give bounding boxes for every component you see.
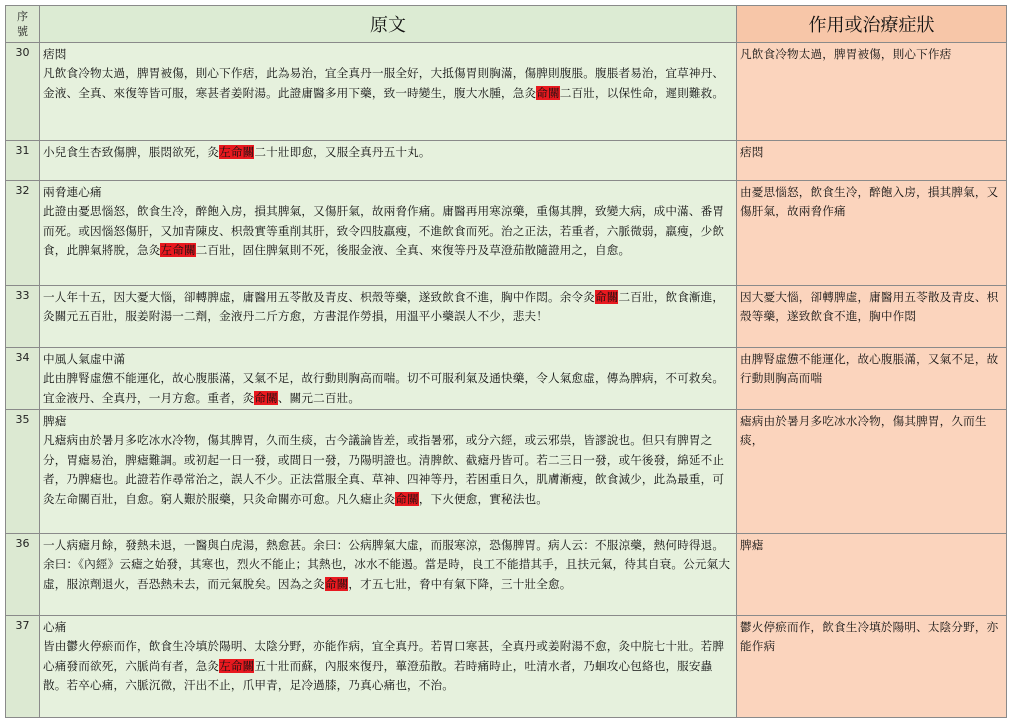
effect-cell[interactable]: 因大憂大惱，卻轉脾虛，庸醫用五苓散及青皮、枳殼等藥，遂致飲食不進，胸中作悶 <box>737 286 1007 348</box>
text-segment: ，才五七壯，脅中有氣下降，三十壯全愈。 <box>348 576 572 591</box>
text-segment: 二百壯，飲食漸進，灸關元五百壯，服姜附湯一二劑，金液丹二斤方愈，方書混作勞損，用溫平小藥誤人不少，悲夫！ <box>43 290 725 324</box>
table-row <box>6 43 1007 141</box>
original-text-cell[interactable] <box>40 286 737 348</box>
original-text-cell[interactable] <box>40 410 737 534</box>
original-text-cell[interactable] <box>40 348 737 410</box>
text-segment: 小兒食生杏致傷脾，脹悶欲死，灸 <box>43 145 220 159</box>
header-effect[interactable]: 作用或治療症狀 <box>737 6 1007 43</box>
row-number-cell[interactable]: 36 <box>6 534 40 616</box>
text-segment: 、關元二百壯。 <box>277 390 361 405</box>
entry-title: 脾瘧 <box>43 414 67 428</box>
table-row <box>6 286 1007 348</box>
entry-title: 心痛 <box>43 620 67 634</box>
effect-cell[interactable]: 脾瘧 <box>737 534 1007 616</box>
highlighted-acupoint: 左命關 <box>160 243 196 258</box>
table-row <box>6 181 1007 286</box>
highlighted-acupoint: 命關 <box>254 390 278 405</box>
text-segment: 凡瘧病由於暑月多吃冰水冷物，傷其脾胃，久而生痰，古今議論皆差，或指暑邪，或分六經，或云邪祟，皆謬說也。但只有脾胃之分，胃瘧易治，脾瘧難調。或初起一日一發，或間日一發，乃陽明證也。清脾飲、截瘧丹皆可。若二三日一發，或午後發，綿延不止者，乃脾瘧也。此證若作尋常治之，誤人不少。正法當服全真、草神、四神等丹，若困重日久，肌膚漸瘦，飲食減少，此為最重，可灸左命關百壯，自愈。窮人艱於服藥，只灸命關亦可愈。凡久瘧止灸 <box>43 433 725 506</box>
text-segment: 皆由鬱火停瘀而作，飲食生冷填於陽明、太陰分野，亦能作病，宜全真丹。若胃口寒甚，全真丹或姜附湯不愈，灸中脘七十壯。若脾心痛發而欲死，六脈尚有者，急灸 <box>43 639 725 673</box>
row-number-cell[interactable]: 37 <box>6 616 40 718</box>
text-segment: 二百壯，以保性命，遲則難救。 <box>559 85 725 100</box>
row-number-cell[interactable]: 35 <box>6 410 40 534</box>
table-row <box>6 348 1007 410</box>
text-segment: 二百壯，固住脾氣則不死，後服金液、全真、來復等丹及草澄茄散隨證用之，自愈。 <box>195 243 631 258</box>
highlighted-acupoint: 左命關 <box>219 145 255 159</box>
table-row <box>6 141 1007 181</box>
text-segment: 五十壯而蘇，內服來復丹，蓽澄茄散。若時痛時止，吐清水者，乃蛔攻心包絡也，服安蟲散。若卒心痛，六脈沉微，汗出不止，爪甲青，足冷過膝，乃真心痛也，不治。 <box>43 658 713 693</box>
effect-cell[interactable]: 痞悶 <box>737 141 1007 181</box>
row-number-cell[interactable]: 34 <box>6 348 40 410</box>
effect-cell[interactable]: 瘧病由於暑月多吃冰水冷物，傷其脾胃，久而生痰， <box>737 410 1007 534</box>
row-number-cell[interactable]: 30 <box>6 43 40 141</box>
row-number-cell[interactable]: 33 <box>6 286 40 348</box>
highlighted-acupoint: 命關 <box>324 576 349 591</box>
table-row <box>6 616 1007 718</box>
text-segment: 此證由憂思惱怒，飲食生冷，醉飽入房，損其脾氣，又傷肝氣，故兩脅作痛。庸醫再用寒涼藥，重傷其脾，致變大病，成中滿、番胃而死。或因惱怒傷肝，又加青陳皮、枳殼實等重削其肝，致令四肢羸瘦，不進飲食而死。治之正法，若重者，六脈微弱，羸瘦，少飲食，此脾氣將脫，急灸 <box>43 204 725 258</box>
text-segment: 一人病瘧月餘，發熱未退，一醫與白虎湯，熱愈甚。余曰：公病脾氣大虛，而服寒涼，恐傷脾胃。病人云：不服涼藥，熱何時得退。余曰：《內經》云瘧之始發，其寒也，烈火不能止；其熱也，冰水不能遏。當是時，良工不能措其手，且扶元氣，待其自衰。公元氣大虛，服涼劑退火，吾恐熱未去，而元氣脫矣。因為之灸 <box>43 538 731 591</box>
header-number-line1: 序 <box>17 10 28 23</box>
original-text-cell[interactable] <box>40 616 737 718</box>
header-original[interactable]: 原文 <box>40 6 737 43</box>
header-row <box>6 6 1007 43</box>
effect-cell[interactable]: 由脾腎虛憊不能運化，故心腹脹滿，又氣不足，故行動則胸高而喘 <box>737 348 1007 410</box>
text-segment: 二十壯即愈，又服全真丹五十丸。 <box>254 145 431 159</box>
row-number-cell[interactable]: 31 <box>6 141 40 181</box>
header-number[interactable] <box>6 6 40 43</box>
effect-cell[interactable]: 凡飲食冷物太過，脾胃被傷，則心下作痞 <box>737 43 1007 141</box>
text-segment: 此由脾腎虛憊不能運化，故心腹脹滿，又氣不足，故行動則胸高而喘。切不可服利氣及通快藥，令人氣愈虛，傳為脾病，不可救矣。宜金液丹、全真丹，一月方愈。重者，灸 <box>43 371 725 405</box>
header-number-line2: 號 <box>17 25 28 38</box>
highlighted-acupoint: 命關 <box>594 290 619 304</box>
entry-title: 中風人氣虛中滿 <box>43 352 126 366</box>
highlighted-acupoint: 命關 <box>536 85 560 100</box>
text-segment: 凡飲食冷物太過，脾胃被傷，則心下作痞，此為易治，宜全真丹一服全好，大抵傷胃則胸滿，傷脾則腹脹。腹脹者易治，宜草神丹、金液、全真、來復等皆可服，寒甚者姜附湯。此證庸醫多用下藥，致一時變生，腹大水腫，急灸 <box>43 66 725 100</box>
original-text-cell[interactable] <box>40 141 737 181</box>
entry-title: 痞悶 <box>43 47 67 61</box>
table-row <box>6 410 1007 534</box>
entry-title: 兩脅連心痛 <box>43 185 102 199</box>
table-row <box>6 534 1007 616</box>
highlighted-acupoint: 左命關 <box>219 658 255 673</box>
effect-cell[interactable]: 鬱火停瘀而作，飲食生冷填於陽明、太陰分野，亦能作病 <box>737 616 1007 718</box>
effect-cell[interactable]: 由憂思惱怒，飲食生冷，醉飽入房，損其脾氣，又傷肝氣，故兩脅作痛 <box>737 181 1007 286</box>
highlighted-acupoint: 命關 <box>395 491 419 506</box>
text-segment: 一人年十五，因大憂大惱，卻轉脾虛，庸醫用五苓散及青皮、枳殼等藥，遂致飲食不進，胸中作悶。余令灸 <box>43 290 595 304</box>
acupuncture-table <box>5 5 1007 718</box>
text-segment: ，下火便愈，實秘法也。 <box>418 491 549 506</box>
row-number-cell[interactable]: 32 <box>6 181 40 286</box>
original-text-cell[interactable] <box>40 43 737 141</box>
original-text-cell[interactable] <box>40 181 737 286</box>
original-text-cell[interactable] <box>40 534 737 616</box>
